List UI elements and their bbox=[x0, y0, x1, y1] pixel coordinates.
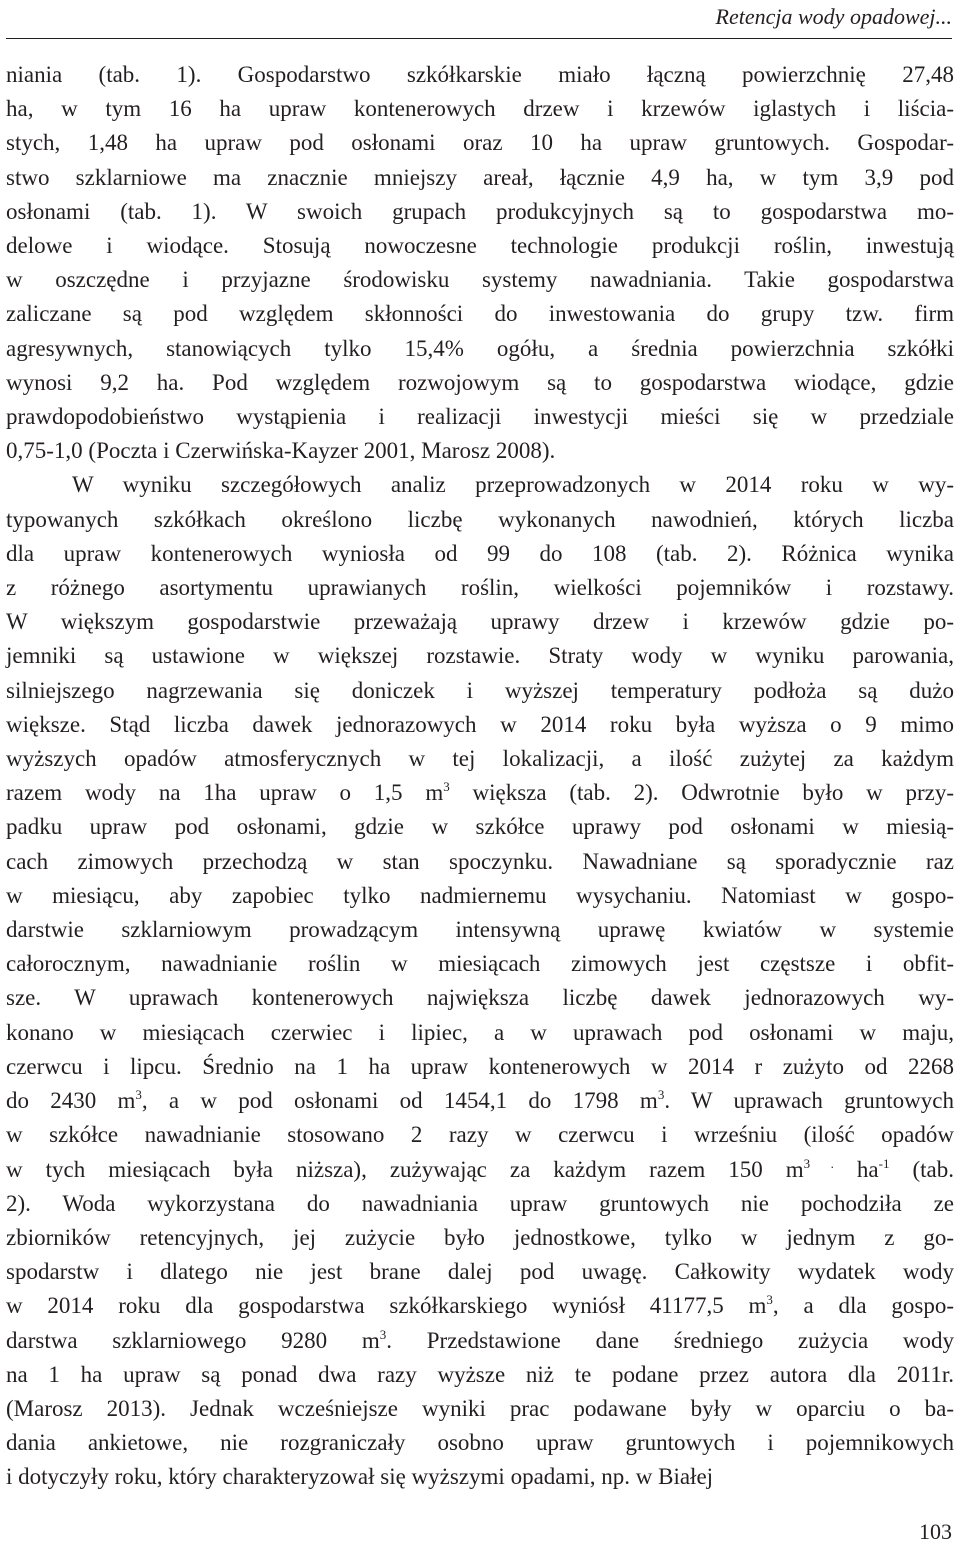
text-line: w oszczędne i przyjazne środowisku systemy nawadniania. Takie gospodarstwa bbox=[6, 267, 954, 293]
superscript: 3 bbox=[766, 1292, 773, 1308]
paragraph bbox=[6, 468, 954, 1494]
superscript: 3 bbox=[379, 1326, 387, 1342]
text-line: W większym gospodarstwie przeważają uprawy drzew i krzewów gdzie po- bbox=[6, 609, 954, 635]
text-line: ha, w tym 16 ha upraw kontenerowych drzew i krzewów iglastych i liścia- bbox=[6, 96, 954, 122]
text-line: typowanych szkółkach określono liczbę wykonanych nawodnień, których liczba bbox=[6, 506, 954, 532]
text-line: większe. Stąd liczba dawek jednorazowych w 2014 roku była wyższa o 9 mimo bbox=[6, 711, 954, 737]
superscript: 3 bbox=[135, 1087, 142, 1103]
text-line: w szkółce nawadnianie stosowano 2 razy w czerwcu i wrześniu (ilość opadów bbox=[6, 1122, 954, 1148]
text-line: agresywnych, stanowiących tylko 15,4% ogółu, a średnia powierzchnia szkółki bbox=[6, 335, 954, 361]
text-line: prawdopodobieństwo wystąpienia i realizacji inwestycji mieści się w przedziale bbox=[6, 404, 954, 430]
text-line: silniejszego nagrzewania się doniczek i wyższej temperatury podłoża są dużo bbox=[6, 677, 954, 703]
page-number: 103 bbox=[919, 1519, 952, 1544]
running-title: Retencja wody opadowej... bbox=[715, 4, 952, 29]
text-line: W wyniku szczegółowych analiz przeprowadzonych w 2014 roku w wy- bbox=[72, 472, 954, 498]
text-line: sze. W uprawach kontenerowych największa liczbę dawek jednorazowych wy- bbox=[6, 985, 954, 1011]
body-text bbox=[6, 58, 954, 1495]
text-line: wynosi 9,2 ha. Pod względem rozwojowym są to gospodarstwa wiodące, gdzie bbox=[6, 369, 954, 395]
text-line: padku upraw pod osłonami, gdzie w szkółce uprawy pod osłonami w miesią- bbox=[6, 814, 954, 840]
text-line: w miesiącu, aby zapobiec tylko nadmiernemu wysychaniu. Natomiast w gospo- bbox=[6, 882, 954, 908]
text-line: razem wody na 1ha upraw o 1,5 $m^3$ większa (tab. 2). Odwrotnie było w przy- bbox=[6, 779, 954, 806]
text-line: konano w miesiącach czerwiec i lipiec, a w uprawach pod osłonami w maju, bbox=[6, 1019, 954, 1045]
superscript: -1 bbox=[878, 1155, 890, 1171]
text-line: w tych miesiącach była niższa), zużywając za każdym razem 150 $m^{3 .}$ $ha^{-1}$ (tab. bbox=[6, 1155, 954, 1182]
paragraph bbox=[6, 58, 954, 468]
text-line: (Marosz 2013). Jednak wcześniejsze wyniki prac podawane były w oparciu o ba- bbox=[6, 1395, 954, 1421]
text-line: spodarstw i dlatego nie jest brane dalej pod uwagę. Całkowity wydatek wody bbox=[6, 1259, 954, 1285]
text-line: darstwa szklarniowego 9280 $m^3$. Przedstawione dane średniego zużycia wody bbox=[6, 1326, 955, 1353]
superscript: 3 . bbox=[803, 1155, 834, 1171]
text-line: zaliczane są pod względem skłonności do inwestowania do grupy tzw. firm bbox=[6, 301, 954, 327]
text-line: wyższych opadów atmosferycznych w tej lokalizacji, a ilość zużytej za każdym bbox=[6, 746, 954, 772]
text-line: i dotyczyły roku, który charakteryzował się wyższymi opadami, np. w Białej bbox=[6, 1464, 714, 1490]
text-line: czerwcu i lipcu. Średnio na 1 ha upraw kontenerowych w 2014 r zużyto od 2268 bbox=[6, 1053, 954, 1079]
text-line: niania (tab. 1). Gospodarstwo szkółkarskie miało łączną powierzchnię 27,48 bbox=[6, 62, 954, 87]
text-line: do 2430 $m^3$, a w pod osłonami od 1454,1 do 1798 $m^3$. W uprawach gruntowych bbox=[6, 1087, 955, 1114]
text-line: w 2014 roku dla gospodarstwa szkółkarskiego wyniósł 41177,5 $m^3$, a dla gospo- bbox=[6, 1292, 954, 1319]
text-line: zbiorników retencyjnych, jej zużycie było jednostkowe, tylko w jednym z go- bbox=[6, 1224, 954, 1250]
text-line: całorocznym, nawadnianie roślin w miesiącach zimowych jest częstsze i obfit- bbox=[6, 951, 954, 977]
superscript: 3 bbox=[657, 1087, 665, 1103]
running-head bbox=[6, 2, 952, 39]
text-line: delowe i wiodące. Stosują nowoczesne technologie produkcji roślin, inwestują bbox=[6, 233, 954, 259]
text-line: darstwie szklarniowym prowadzącym intensywną uprawę kwiatów w systemie bbox=[6, 917, 954, 943]
text-line: dla upraw kontenerowych wyniosła od 99 do 108 (tab. 2). Różnica wynika bbox=[6, 540, 954, 566]
text-line: stych, 1,48 ha upraw pod osłonami oraz 10 ha upraw gruntowych. Gospodar- bbox=[6, 130, 954, 156]
text-line: z różnego asortymentu uprawianych roślin, wielkości pojemników i rozstawy. bbox=[6, 575, 954, 601]
text-line: osłonami (tab. 1). W swoich grupach produkcyjnych są to gospodarstwa mo- bbox=[6, 198, 954, 224]
text-line: 0,75-1,0 (Poczta i Czerwińska-Kayzer 2001, Marosz 2008). bbox=[6, 438, 556, 464]
text-line: 2). Woda wykorzystana do nawadniania upraw gruntowych nie pochodziła ze bbox=[6, 1190, 954, 1216]
text-line: dania ankietowe, nie rozgraniczały osobno upraw gruntowych i pojemnikowych bbox=[6, 1430, 954, 1456]
superscript: 3 bbox=[443, 779, 450, 795]
text-line: cach zimowych przechodzą w stan spoczynku. Nawadniane są sporadycznie raz bbox=[6, 848, 954, 874]
text-line: jemniki są ustawione w większej rozstawie. Straty wody w wyniku parowania, bbox=[6, 643, 954, 669]
text-line: stwo szklarniowe ma znacznie mniejszy areał, łącznie 4,9 ha, w tym 3,9 pod bbox=[6, 164, 954, 190]
text-line: na 1 ha upraw są ponad dwa razy wyższe niż te podane przez autora dla 2011r. bbox=[6, 1361, 954, 1387]
